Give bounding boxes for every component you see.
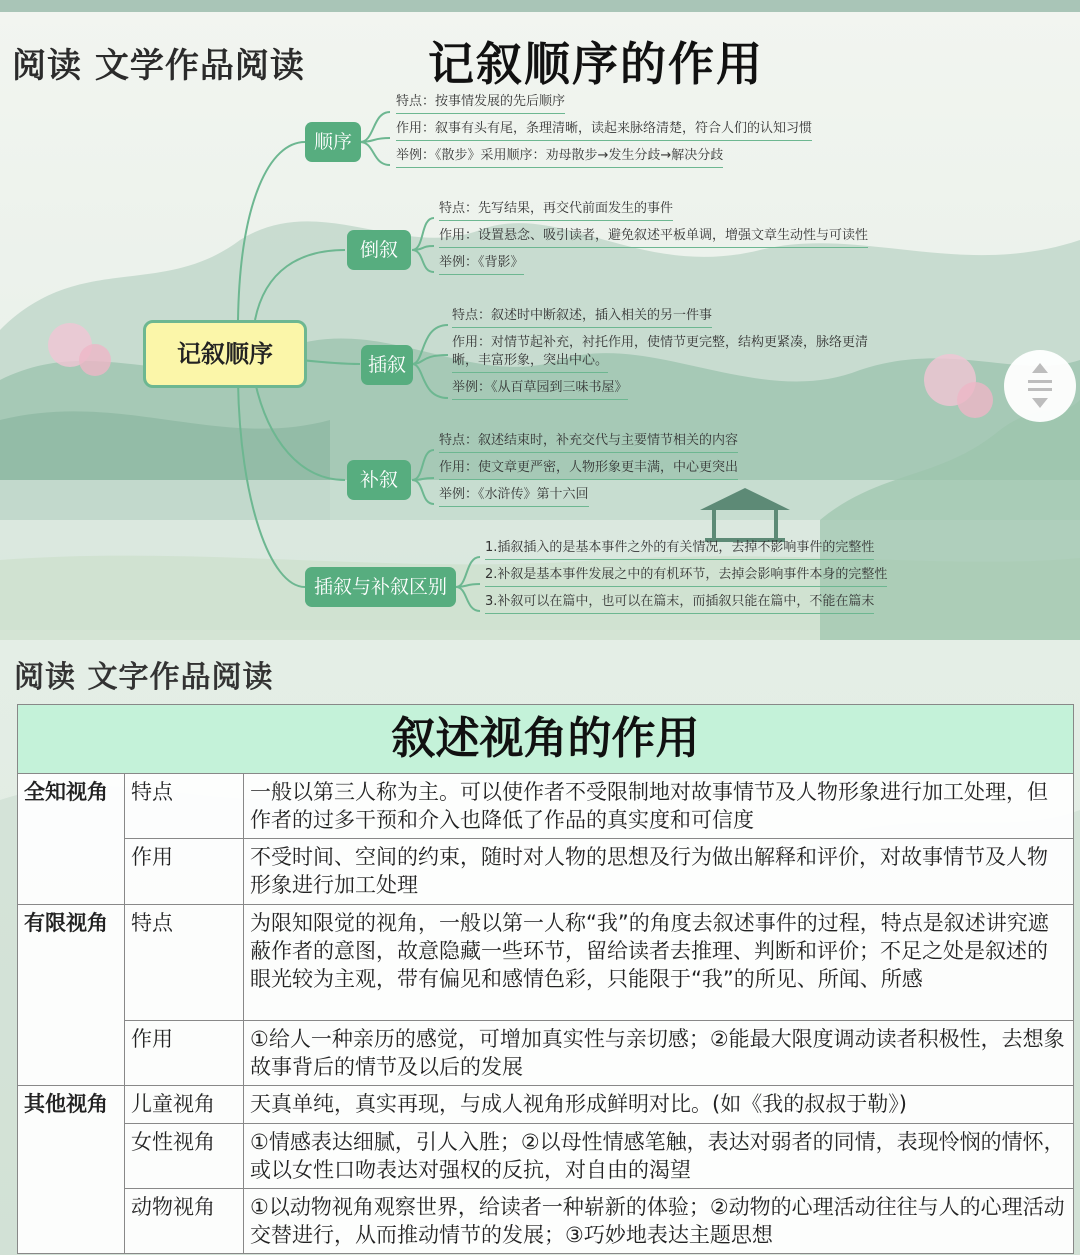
subcategory-cell: 特点 [125,774,244,839]
leaf-difference-3: 3.补叙可以在篇中，也可以在篇末，而插叙只能在篇中，不能在篇末 [485,594,874,614]
leaf-chronological-example: 举例：《散步》采用顺序：劝母散步→发生分歧→解决分歧 [396,148,723,168]
description-cell: 不受时间、空间的约束，随时对人物的思想及行为做出解释和评价，对故事情节及人物形象进行加工处理 [244,839,1074,905]
description-cell: ①以动物视角观察世界，给读者一种崭新的体验；②动物的心理活动往往与人的心理活动交替进行，从而推动情节的发展；③巧妙地表达主题思想 [244,1189,1074,1254]
branch-flashback: 倒叙 [347,230,411,270]
leaf-supplementary-function: 作用：使文章更严密，人物形象更丰满，中心更突出 [439,460,738,480]
category-cell: 有限视角 [18,905,125,1086]
leaf-interpolation-feature: 特点：叙述时中断叙述，插入相关的另一件事 [452,308,712,328]
leaf-flashback-function: 作用：设置悬念、吸引读者，避免叙述平板单调，增强文章生动性与可读性 [439,228,868,248]
leaf-chronological-feature: 特点：按事情发展的先后顺序 [396,94,565,114]
page-title: 记叙顺序的作用 [428,37,764,91]
subcategory-cell: 特点 [125,905,244,1021]
subcategory-cell: 儿童视角 [125,1086,244,1124]
subcategory-cell: 作用 [125,1021,244,1086]
leaf-chronological-function: 作用：叙事有头有尾，条理清晰，读起来脉络清楚，符合人们的认知习惯 [396,121,812,141]
table-row [18,905,1074,1021]
leaf-difference-1: 1.插叙插入的是基本事件之外的有关情况，去掉不影响事件的完整性 [485,540,874,560]
leaf-supplementary-example: 举例：《水浒传》第十六回 [439,487,589,507]
leaf-supplementary-feature: 特点：叙述结束时，补充交代与主要情节相关的内容 [439,433,738,453]
leaf-interpolation-function: 作用：对情节起补充，衬托作用，使情节更完整，结构更紧凑，脉络更清 [452,335,869,350]
table-row [18,1021,1074,1086]
branch-difference: 插叙与补叙区别 [305,567,456,607]
description-cell: 一般以第三人称为主。可以使作者不受限制地对故事情节及人物形象进行加工处理，但作者的过多干预和介入也降低了作品的真实度和可信度 [244,774,1074,839]
leaf-interpolation-function-cont: 晰，丰富形象，突出中心。 [452,353,608,373]
table-row [18,1124,1074,1189]
table-row [18,1086,1074,1124]
branch-interpolation: 插叙 [361,345,413,385]
subcategory-cell: 作用 [125,839,244,905]
description-cell: ①情感表达细腻，引人入胜；②以母性情感笔触，表达对弱者的同情，表现怜悯的情怀，或以女性口吻表达对强权的反抗，对自由的渴望 [244,1124,1074,1189]
description-cell: 天真单纯，真实再现，与成人视角形成鲜明对比。(如《我的叔叔于勒》) [244,1086,1074,1124]
leaf-difference-2: 2.补叙是基本事件发展之中的有机环节，去掉会影响事件本身的完整性 [485,567,887,587]
branch-supplementary: 补叙 [347,460,411,500]
table-title: 叙述视角的作用 [18,705,1074,774]
description-cell: 为限知限觉的视角，一般以第一人称“我”的角度去叙述事件的过程，特点是叙述讲究遮蔽作者的意图，故意隐藏一些环节，留给读者去推理、判断和评价；不足之处是叙述的眼光较为主观，带有偏见和感情色彩，只能限于“我”的所见、所闻、所感 [244,905,1074,1021]
leaf-interpolation-example: 举例：《从百草园到三味书屋》 [452,380,628,400]
subcategory-cell: 动物视角 [125,1189,244,1254]
branch-chronological: 顺序 [305,122,361,162]
leaf-flashback-example: 举例：《背影》 [439,255,524,275]
table-row [18,774,1074,839]
leaf-flashback-feature: 特点：先写结果，再交代前面发生的事件 [439,201,673,221]
perspective-table [17,704,1074,1254]
section-heading: 阅读 文字作品阅读 [14,660,274,695]
category-cell: 其他视角 [18,1086,125,1254]
mindmap-root-node: 记叙顺序 [143,320,307,388]
table-row [18,1189,1074,1254]
description-cell: ①给人一种亲历的感觉，可增加真实性与亲切感；②能最大限度调动读者积极性，去想象故事背后的情节及以后的发展 [244,1021,1074,1086]
perspective-table-wrapper [17,704,1074,1254]
category-cell: 全知视角 [18,774,125,905]
subcategory-cell: 女性视角 [125,1124,244,1189]
table-row [18,839,1074,905]
subject-heading: 阅读 文学作品阅读 [12,46,305,86]
